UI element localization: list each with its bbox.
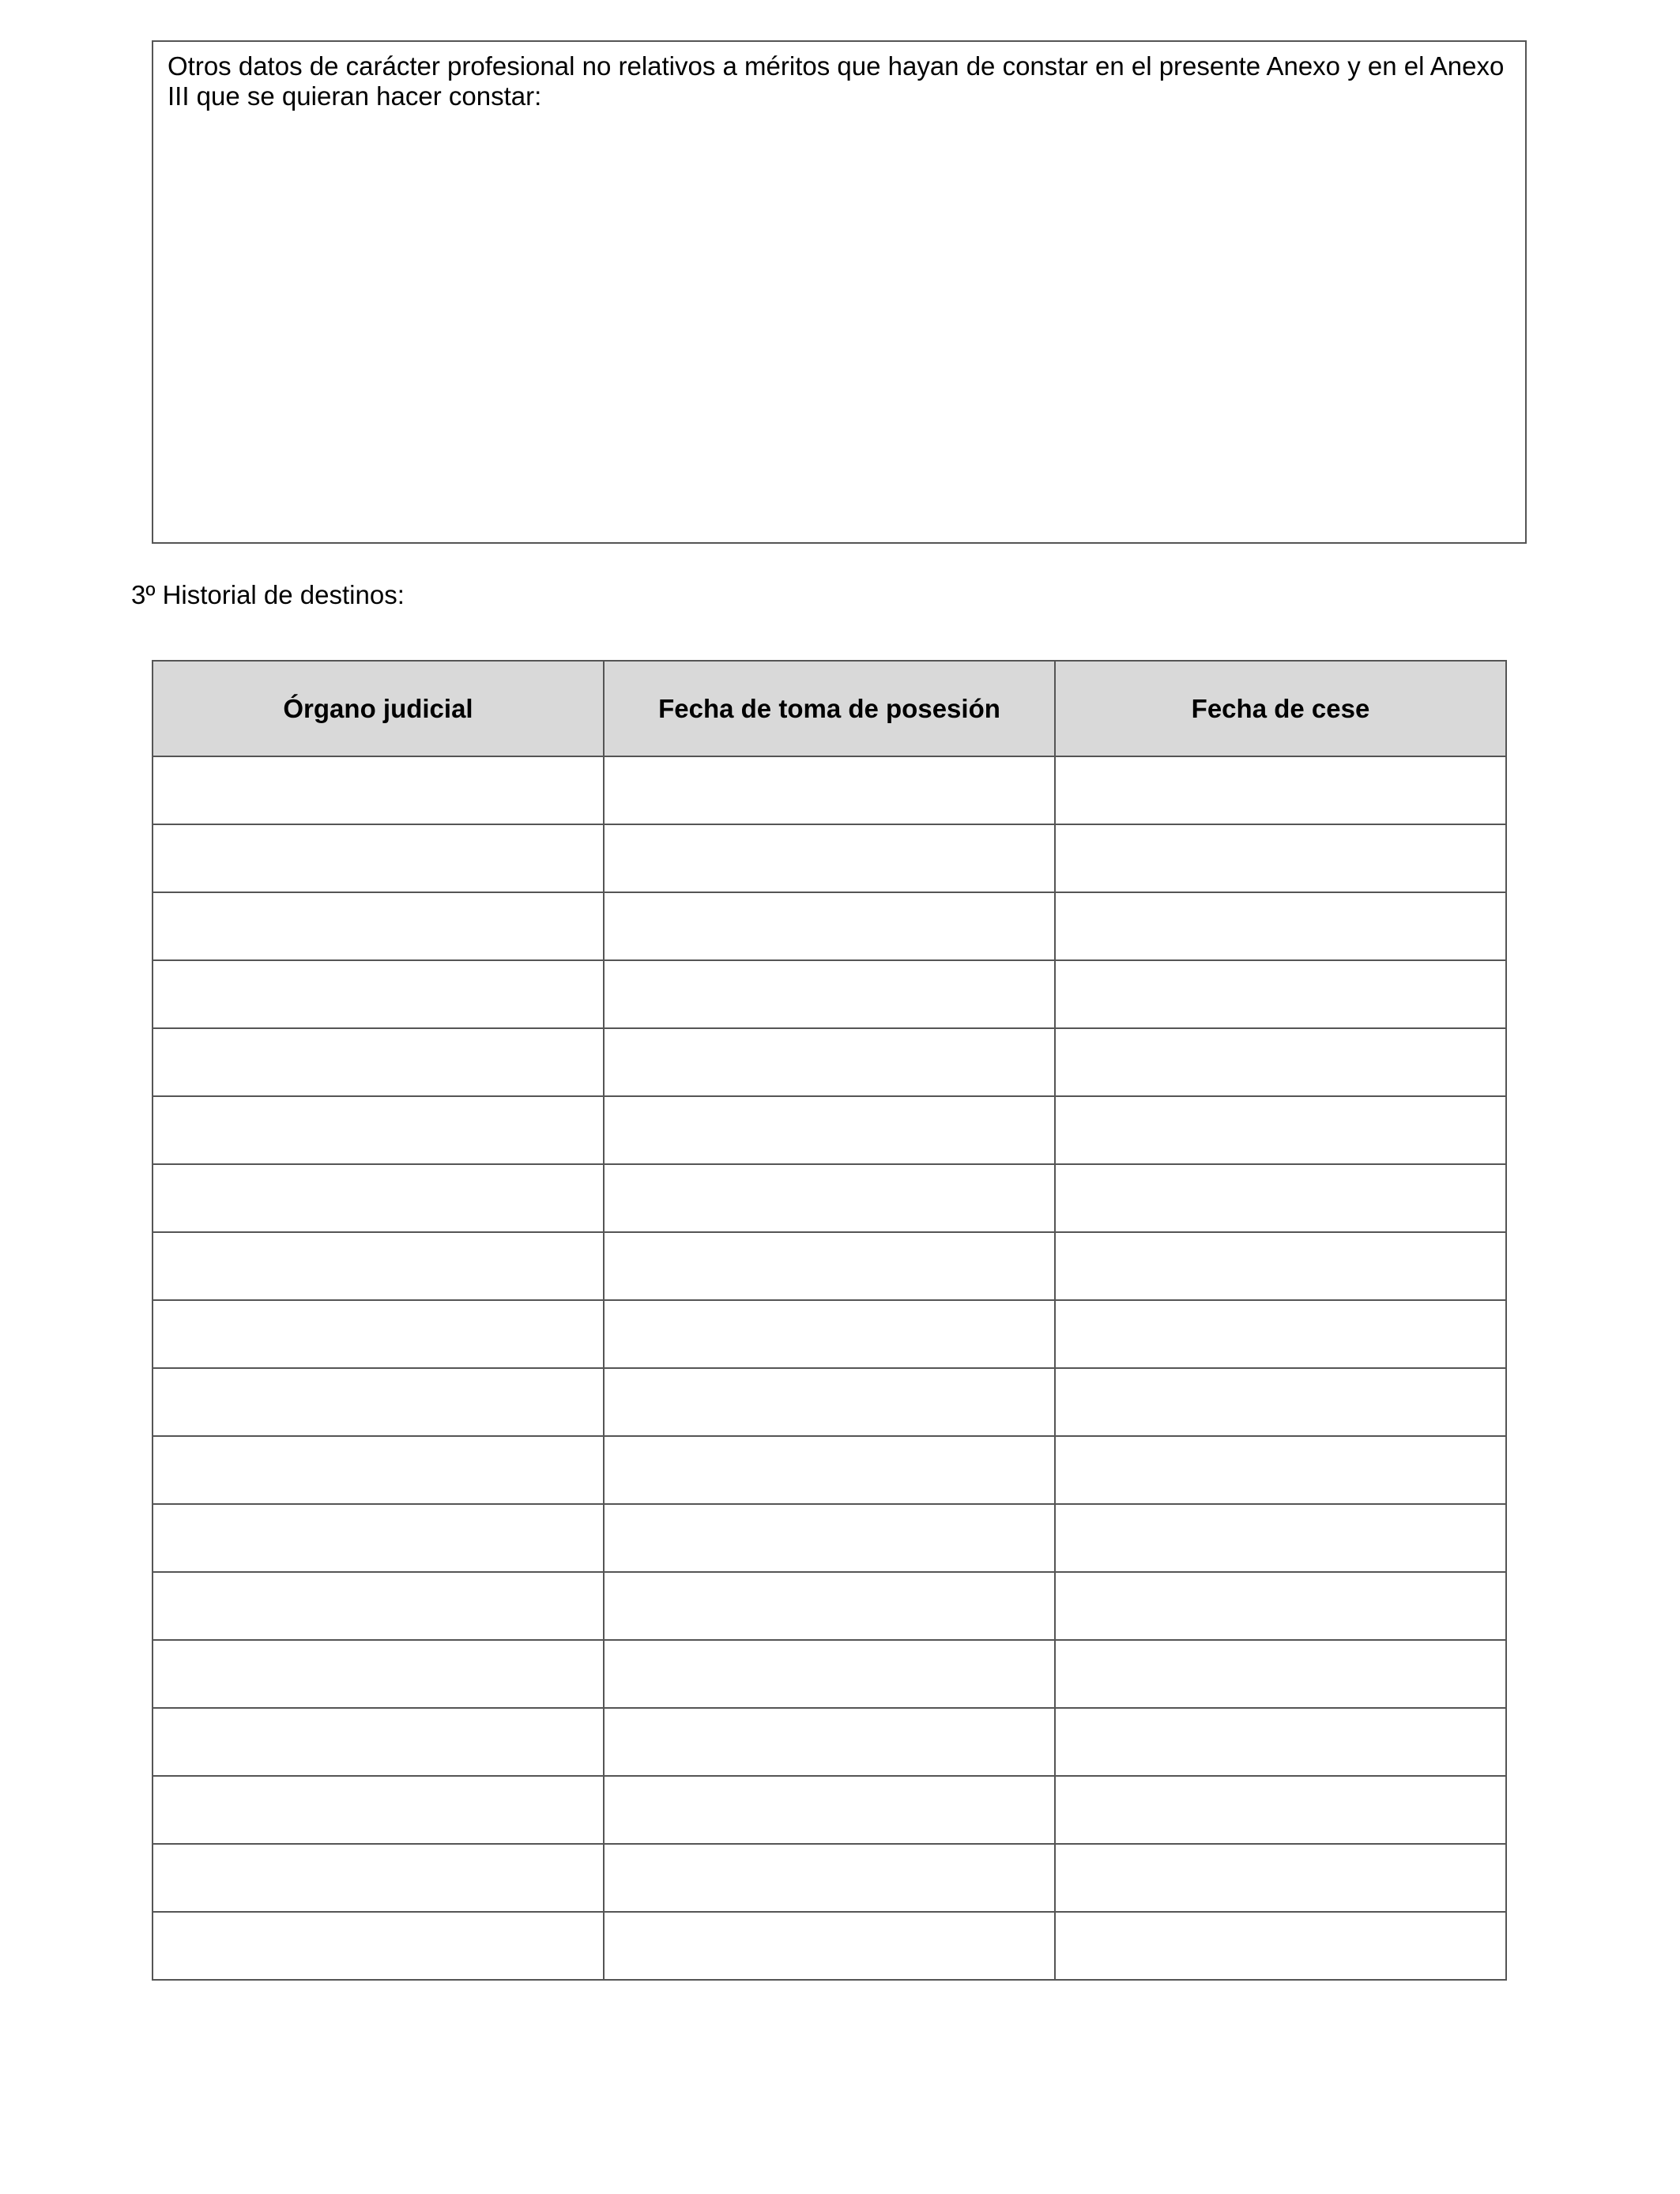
fecha-posesion-cell[interactable] [604, 892, 1055, 960]
table-row [153, 1844, 1506, 1912]
organo-cell[interactable] [153, 1572, 604, 1640]
table-row [153, 1504, 1506, 1572]
fecha-cese-cell[interactable] [1055, 1912, 1506, 1980]
table-row [153, 1572, 1506, 1640]
table-row [153, 1164, 1506, 1232]
fecha-cese-cell[interactable] [1055, 1164, 1506, 1232]
history-section-title: 3º Historial de destinos: [131, 580, 405, 609]
table-row [153, 892, 1506, 960]
fecha-cese-cell[interactable] [1055, 1572, 1506, 1640]
fecha-cese-cell[interactable] [1055, 1844, 1506, 1912]
organo-cell[interactable] [153, 1436, 604, 1504]
table-row [153, 1776, 1506, 1844]
fecha-posesion-cell[interactable] [604, 1300, 1055, 1368]
fecha-cese-cell[interactable] [1055, 1028, 1506, 1096]
fecha-posesion-cell[interactable] [604, 1640, 1055, 1708]
fecha-cese-cell[interactable] [1055, 1232, 1506, 1300]
table-row [153, 1912, 1506, 1980]
other-data-label: Otros datos de carácter profesional no relativos a méritos que hayan de constar en el presente Anexo y en el Anexo III que se quieran hacer constar: [168, 51, 1505, 111]
fecha-cese-cell[interactable] [1055, 1640, 1506, 1708]
column-header-fecha-posesion: Fecha de toma de posesión [604, 661, 1055, 756]
table-row [153, 1300, 1506, 1368]
organo-cell[interactable] [153, 1164, 604, 1232]
column-header-fecha-cese: Fecha de cese [1055, 661, 1506, 756]
fecha-cese-cell[interactable] [1055, 892, 1506, 960]
fecha-cese-cell[interactable] [1055, 1096, 1506, 1164]
organo-cell[interactable] [153, 1504, 604, 1572]
fecha-posesion-cell[interactable] [604, 1028, 1055, 1096]
organo-cell[interactable] [153, 1776, 604, 1844]
fecha-posesion-cell[interactable] [604, 1844, 1055, 1912]
table-row [153, 1096, 1506, 1164]
fecha-posesion-cell[interactable] [604, 1912, 1055, 1980]
history-body [153, 756, 1506, 1980]
table-row [153, 960, 1506, 1028]
fecha-cese-cell[interactable] [1055, 1776, 1506, 1844]
organo-cell[interactable] [153, 824, 604, 892]
fecha-cese-cell[interactable] [1055, 756, 1506, 824]
fecha-cese-cell[interactable] [1055, 1436, 1506, 1504]
fecha-cese-cell[interactable] [1055, 1504, 1506, 1572]
organo-cell[interactable] [153, 1300, 604, 1368]
table-row [153, 1232, 1506, 1300]
fecha-posesion-cell[interactable] [604, 1436, 1055, 1504]
column-header-organo: Órgano judicial [153, 661, 604, 756]
fecha-cese-cell[interactable] [1055, 1300, 1506, 1368]
table-row [153, 1368, 1506, 1436]
fecha-posesion-cell[interactable] [604, 960, 1055, 1028]
fecha-posesion-cell[interactable] [604, 1776, 1055, 1844]
organo-cell[interactable] [153, 1912, 604, 1980]
table-row [153, 824, 1506, 892]
table-row [153, 1708, 1506, 1776]
organo-cell[interactable] [153, 1708, 604, 1776]
fecha-posesion-cell[interactable] [604, 1164, 1055, 1232]
fecha-posesion-cell[interactable] [604, 1096, 1055, 1164]
organo-cell[interactable] [153, 1844, 604, 1912]
table-row [153, 1028, 1506, 1096]
fecha-cese-cell[interactable] [1055, 1708, 1506, 1776]
fecha-posesion-cell[interactable] [604, 756, 1055, 824]
fecha-cese-cell[interactable] [1055, 960, 1506, 1028]
table-row [153, 1640, 1506, 1708]
fecha-cese-cell[interactable] [1055, 1368, 1506, 1436]
fecha-posesion-cell[interactable] [604, 824, 1055, 892]
organo-cell[interactable] [153, 960, 604, 1028]
table-row [153, 1436, 1506, 1504]
organo-cell[interactable] [153, 1368, 604, 1436]
fecha-posesion-cell[interactable] [604, 1708, 1055, 1776]
organo-cell[interactable] [153, 892, 604, 960]
other-data-box[interactable] [152, 40, 1527, 544]
fecha-posesion-cell[interactable] [604, 1504, 1055, 1572]
fecha-posesion-cell[interactable] [604, 1572, 1055, 1640]
organo-cell[interactable] [153, 756, 604, 824]
organo-cell[interactable] [153, 1232, 604, 1300]
fecha-posesion-cell[interactable] [604, 1368, 1055, 1436]
organo-cell[interactable] [153, 1028, 604, 1096]
organo-cell[interactable] [153, 1096, 604, 1164]
fecha-posesion-cell[interactable] [604, 1232, 1055, 1300]
organo-cell[interactable] [153, 1640, 604, 1708]
fecha-cese-cell[interactable] [1055, 824, 1506, 892]
history-header-row [153, 661, 1506, 756]
history-table [152, 660, 1507, 1981]
table-row [153, 756, 1506, 824]
